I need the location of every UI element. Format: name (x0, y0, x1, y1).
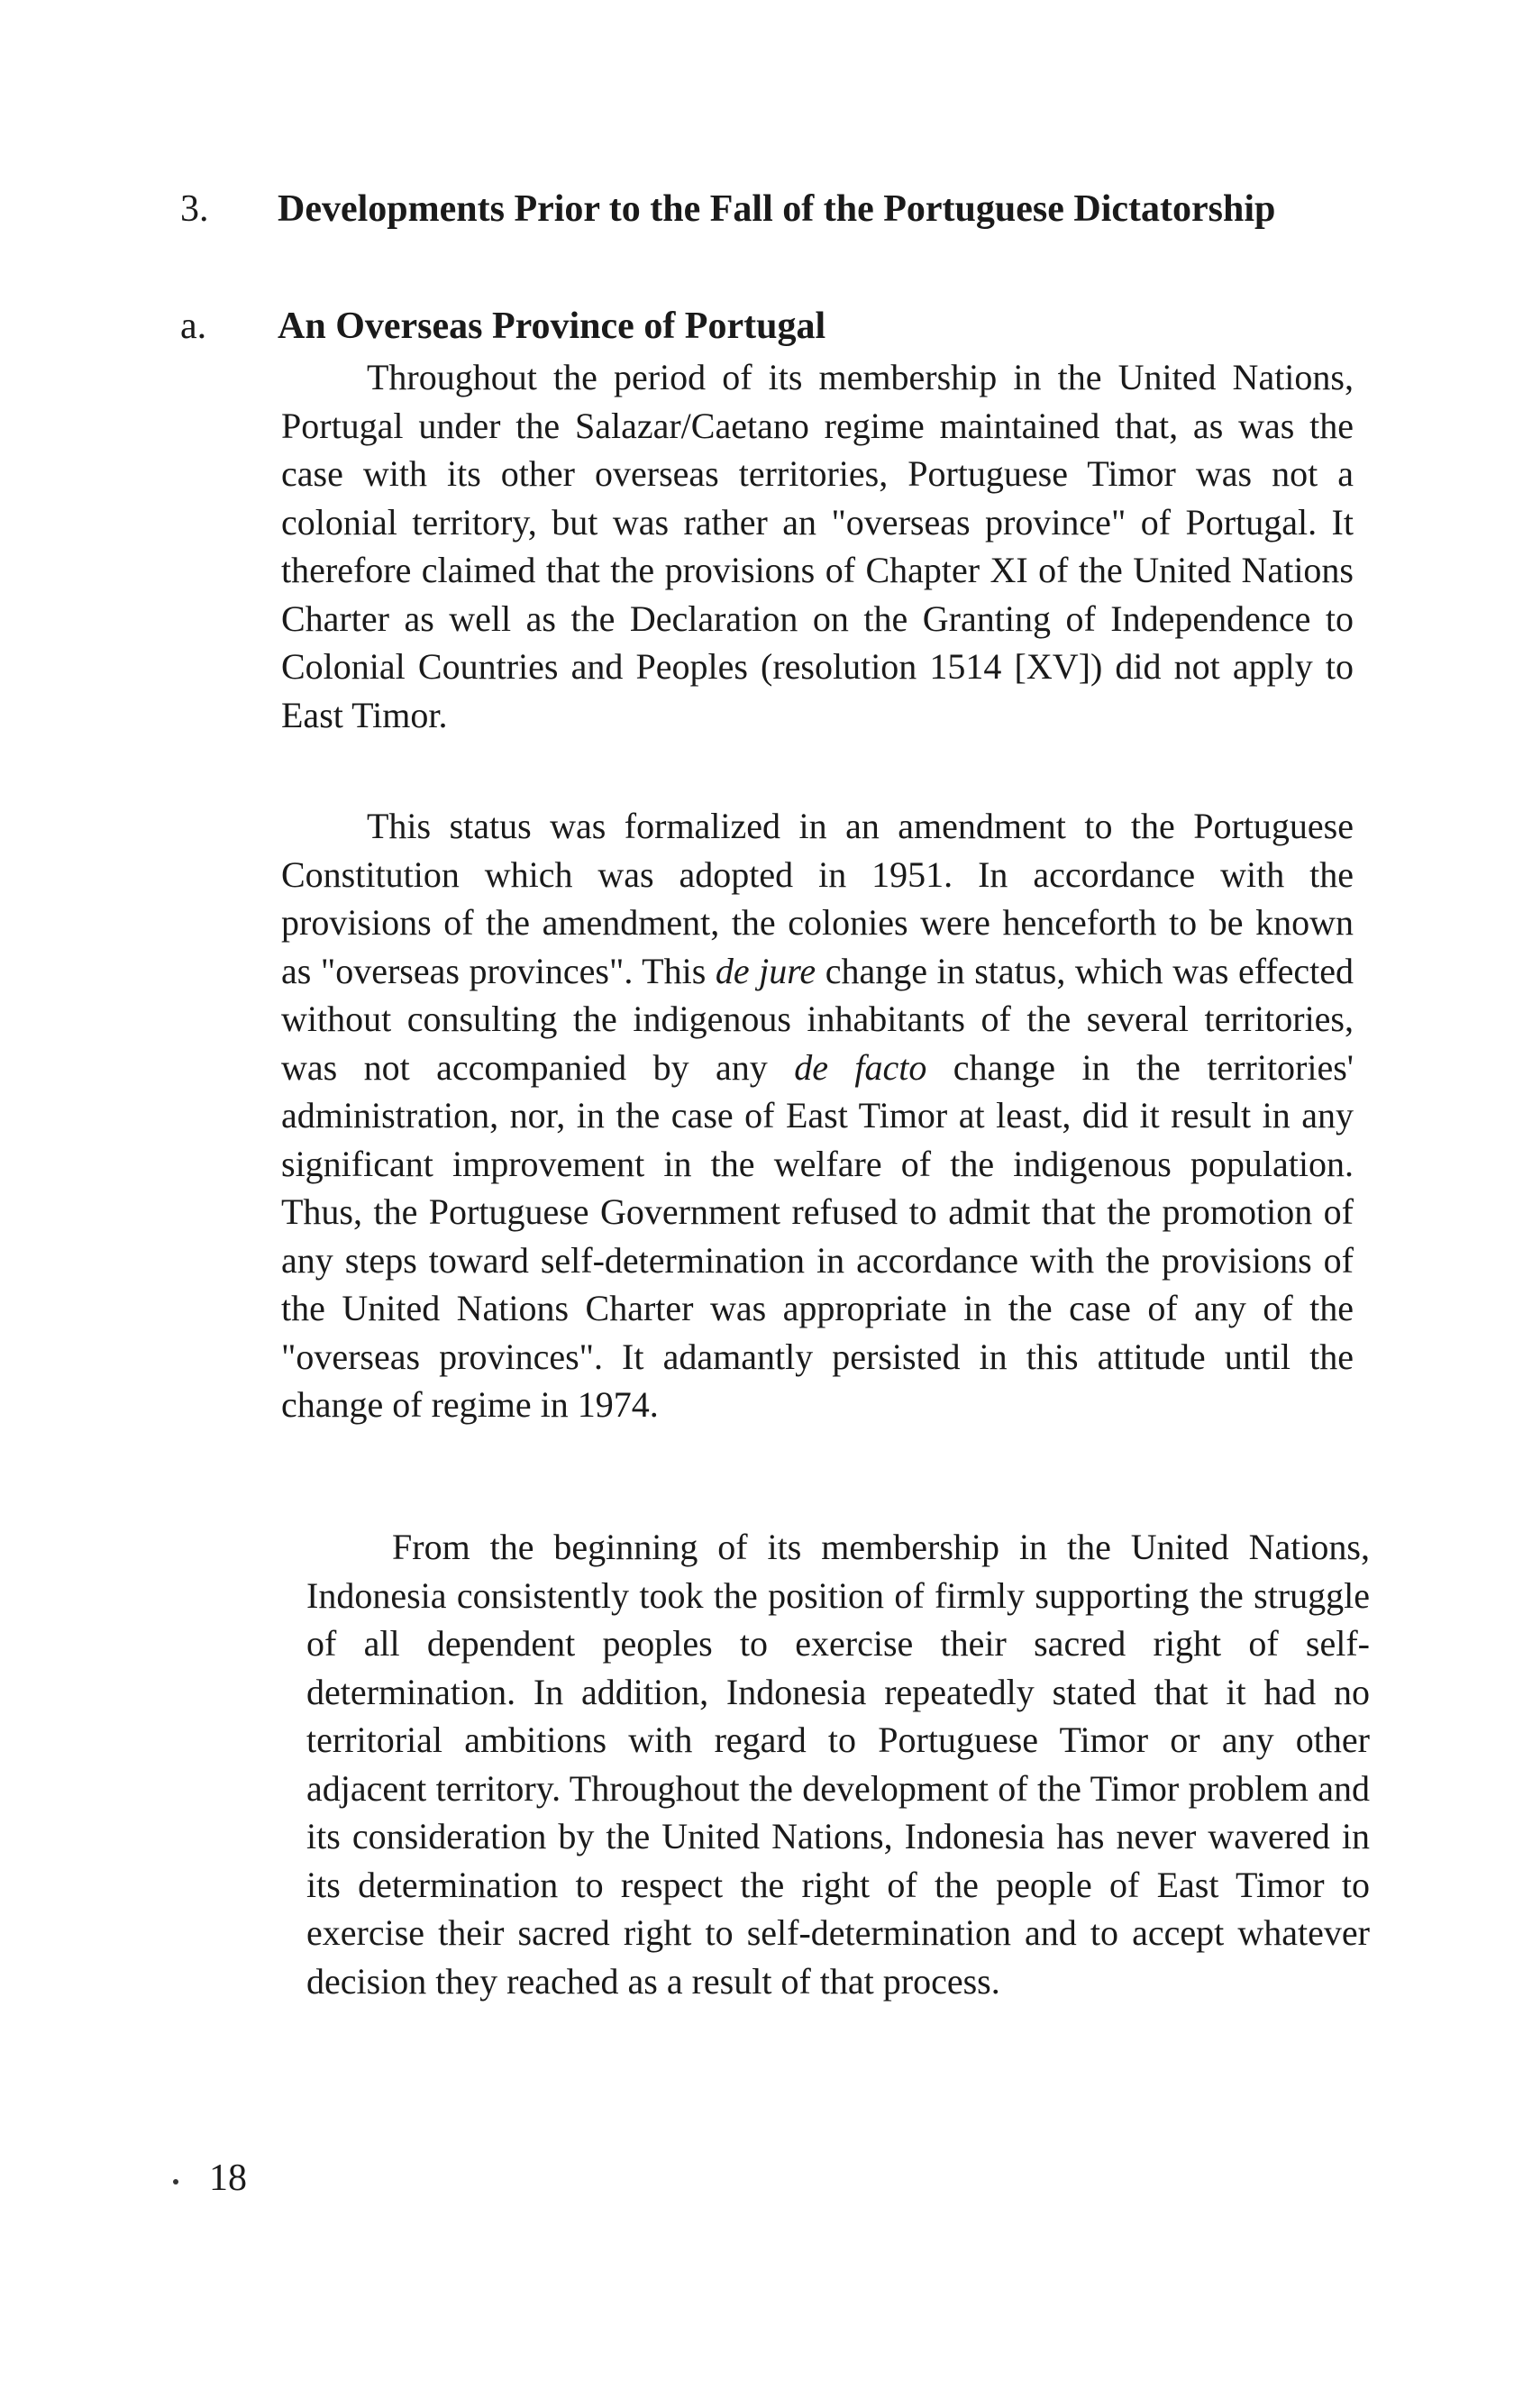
paragraph-3 (306, 1523, 1370, 2005)
paragraph-2-part-3: change in the territories' administration, nor, in the case of East Timor at least, did it result in any significant improvement in the welfare of the indigenous population. Thus, the Portuguese Government refused to admit that the promotion of any steps toward self-determination in accordance with the provisions of the United Nations Charter was appropriate in the case of any of the "overseas provinces". It adamantly persisted in this attitude until the change of regime in 1974. (281, 1046, 1354, 1425)
paragraph-2-italic-de-jure: de jure (715, 950, 816, 991)
paragraph-1 (281, 353, 1354, 739)
subsection-title: An Overseas Province of Portugal (278, 306, 826, 347)
section-number: 3. (180, 188, 209, 230)
paragraph-2 (281, 802, 1354, 1429)
paragraph-2-part-1: This status was formalized in an amendment to the Portuguese Constitution which was adopted in 1951. In accordance with the provisions of the amendment, the colonies were henceforth to be known as "overseas provinces". This (281, 806, 1354, 991)
paragraph-1-text: Throughout the period of its membership in the United Nations, Portugal under the Salazar/Caetano regime maintained that, as was the case with its other overseas territories, Portuguese Timor was not a colonial territory, but was rather an "overseas province" of Portugal. It therefore claimed that the provisions of Chapter XI of the United Nations Charter as well as the Declaration on the Granting of Independence to Colonial Countries and Peoples (resolution 1514 [XV]) did not apply to East Timor. (281, 357, 1354, 735)
section-title: Developments Prior to the Fall of the Portuguese Dictatorship (278, 188, 1276, 230)
paragraph-2-part-2: change in status, which was effected without consulting the indigenous inhabitants of the several territories, was not accompanied by any (281, 950, 1354, 1088)
paragraph-2-italic-de-facto: de facto (794, 1046, 927, 1088)
paragraph-2-text (281, 802, 1354, 1429)
paragraph-3-text: From the beginning of its membership in the United Nations, Indonesia consistently took the position of firmly supporting the struggle of all dependent peoples to exercise their sacred right of self-determination. In addition, Indonesia repeatedly stated that it had no territorial ambitions with regard to Portuguese Timor or any other adjacent territory. Throughout the development of the Timor problem and its consideration by the United Nations, Indonesia has never wavered in its determination to respect the right of the people of East Timor to exercise their sacred right to self-determination and to accept whatever decision they reached as a result of that process. (306, 1527, 1370, 2002)
page-number: 18 (209, 2157, 247, 2199)
subsection-label: a. (180, 306, 207, 347)
page-mark-dot (173, 2179, 178, 2185)
